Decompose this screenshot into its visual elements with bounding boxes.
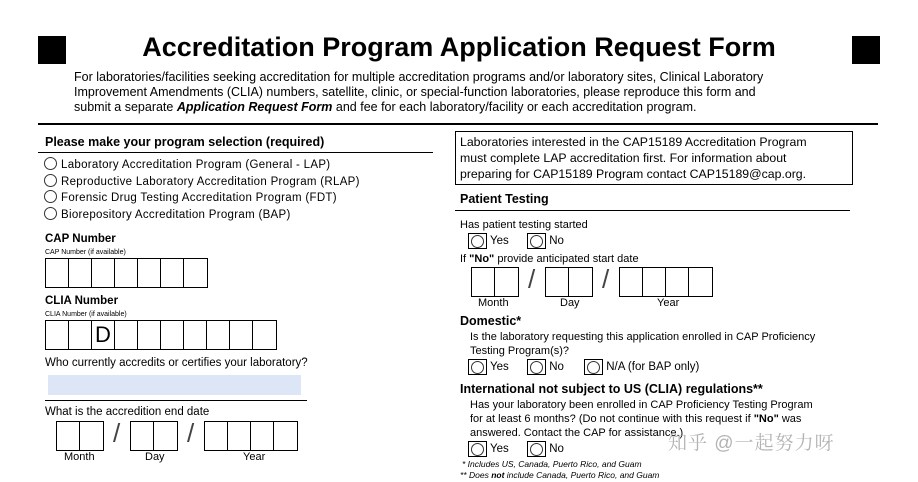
patient-testing-heading: Patient Testing xyxy=(460,192,549,206)
radio-icon[interactable] xyxy=(471,235,484,248)
date-slash: / xyxy=(528,264,536,294)
accreditor-divider xyxy=(45,400,307,401)
option-bap[interactable]: Biorepository Accreditation Program (BAP) xyxy=(44,207,291,221)
accredits-question: Who currently accredits or certifies your laboratory? xyxy=(45,357,308,369)
domestic-yes[interactable]: Yes xyxy=(468,359,509,375)
patient-testing-no[interactable]: No xyxy=(527,233,564,249)
date-slash: / xyxy=(113,418,121,448)
clia-number-input[interactable] xyxy=(45,320,277,350)
radio-icon[interactable] xyxy=(44,207,57,220)
domestic-no[interactable]: No xyxy=(527,359,564,375)
clia-number-sublabel: CLIA Number (if available) xyxy=(45,311,127,318)
cap-number-input[interactable] xyxy=(45,258,208,288)
radio-icon[interactable] xyxy=(471,361,484,374)
start-month-caption: Month xyxy=(478,297,509,309)
domestic-na[interactable]: N/A (for BAP only) xyxy=(584,359,699,375)
international-heading: International not subject to US (CLIA) regulations** xyxy=(460,382,763,396)
clia-number-label: CLIA Number xyxy=(45,295,119,307)
international-yes[interactable]: Yes xyxy=(468,441,509,457)
domestic-question: Is the laboratory requesting this application enrolled in CAP Proficiency Testing Program(s)? xyxy=(470,331,816,357)
start-year-input[interactable] xyxy=(619,267,713,297)
start-year-caption: Year xyxy=(657,297,680,309)
patient-testing-yes[interactable]: Yes xyxy=(468,233,509,249)
patient-testing-question: Has patient testing started xyxy=(460,219,588,231)
accreditor-input[interactable] xyxy=(48,375,301,395)
option-rlap[interactable]: Reproductive Laboratory Accreditation Program (RLAP) xyxy=(44,174,360,188)
footnote-1: * Includes US, Canada, Puerto Rico, and Guam xyxy=(462,459,642,469)
radio-icon[interactable] xyxy=(44,174,57,187)
page-title: Accreditation Program Application Request Form xyxy=(142,32,776,62)
end-day-caption: Day xyxy=(145,451,165,463)
cap-number-sublabel: CAP Number (if available) xyxy=(45,249,126,256)
option-fdt[interactable]: Forensic Drug Testing Accreditation Program (FDT) xyxy=(44,190,337,204)
radio-icon[interactable] xyxy=(44,190,57,203)
start-month-input[interactable] xyxy=(471,267,519,297)
radio-icon[interactable] xyxy=(530,443,543,456)
clia-char-d: D xyxy=(92,321,115,349)
header-divider xyxy=(38,123,878,125)
footnote-2: ** Does not include Canada, Puerto Rico, and Guam xyxy=(460,470,660,480)
end-month-caption: Month xyxy=(64,451,95,463)
international-no[interactable]: No xyxy=(527,441,564,457)
program-heading: Please make your program selection (required) xyxy=(45,135,325,149)
date-slash: / xyxy=(187,418,195,448)
start-date-prompt: If "No" provide anticipated start date xyxy=(460,253,639,265)
end-month-input[interactable] xyxy=(56,421,104,451)
start-day-caption: Day xyxy=(560,297,580,309)
domestic-heading: Domestic* xyxy=(460,314,522,328)
radio-icon[interactable] xyxy=(530,235,543,248)
radio-icon[interactable] xyxy=(44,157,57,170)
end-year-caption: Year xyxy=(243,451,266,463)
cap-number-label: CAP Number xyxy=(45,233,116,245)
end-year-input[interactable] xyxy=(204,421,298,451)
international-question: Has your laboratory been enrolled in CAP Proficiency Testing Program for at least 6 months? (Do not continue with this request if "No" was answered. Contact the CAP for assistance.) xyxy=(470,399,813,439)
radio-icon[interactable] xyxy=(587,361,600,374)
watermark: 知乎 @一起努力呀 xyxy=(668,433,835,454)
start-day-input[interactable] xyxy=(545,267,593,297)
program-divider xyxy=(38,152,433,153)
radio-icon[interactable] xyxy=(471,443,484,456)
option-lap[interactable]: Laboratory Accreditation Program (General - LAP) xyxy=(44,157,330,171)
intro-text: For laboratories/facilities seeking accreditation for multiple accreditation programs and/or laboratory sites, Clinical Laboratory Improvement Amendments (CLIA) numbers, satellite, clinic, or special-function laboratories, please reproduce this form and submit a separate Application Request Form and fee for each laboratory/facility or each accreditation program. xyxy=(74,70,764,114)
date-slash: / xyxy=(602,264,610,294)
end-date-label: What is the accredition end date xyxy=(45,406,210,418)
radio-icon[interactable] xyxy=(530,361,543,374)
end-day-input[interactable] xyxy=(130,421,178,451)
cap15189-note: Laboratories interested in the CAP15189 Accreditation Program must complete LAP accreditation first. For information about preparing for CAP15189 Program contact CAP15189@cap.org. xyxy=(455,131,853,185)
patient-testing-divider xyxy=(455,210,850,211)
